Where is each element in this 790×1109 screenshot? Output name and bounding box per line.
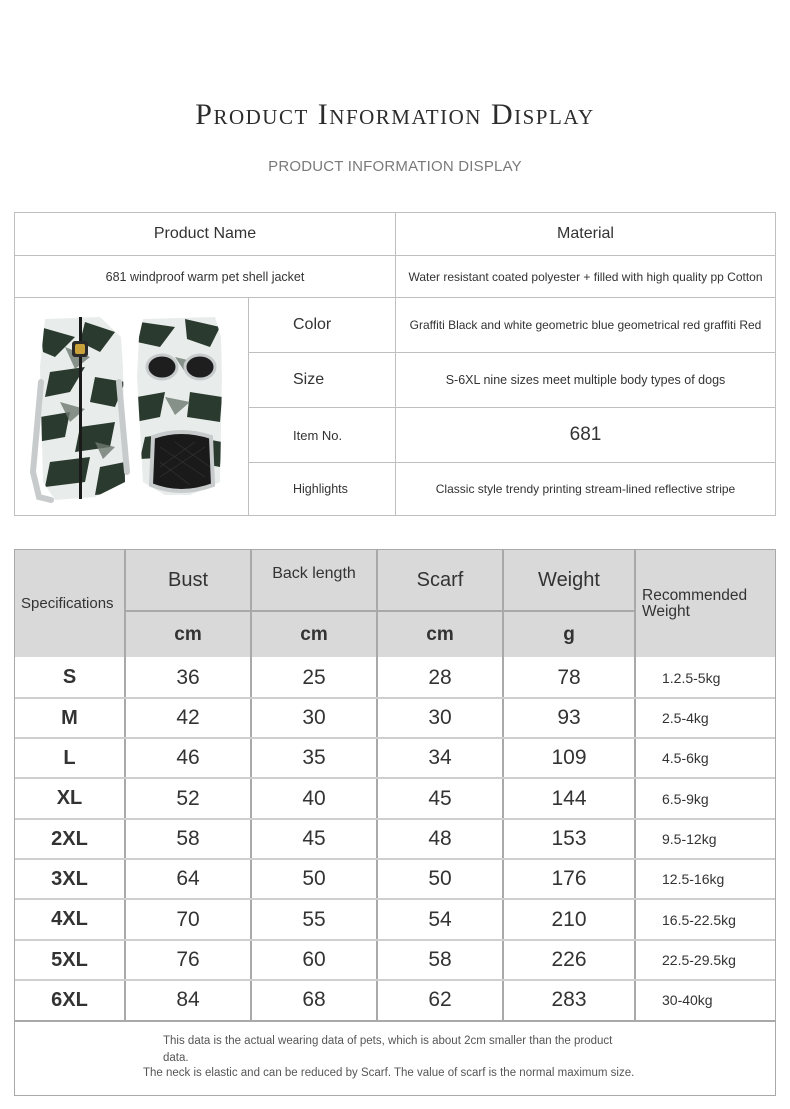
note-wearing-data: This data is the actual wearing data of pets, which is about 2cm smaller than the product data.: [163, 1035, 613, 1064]
spec-cell-rec: 30-40kg: [662, 992, 713, 1008]
weight-unit: g: [563, 623, 575, 645]
spec-cell-size: 3XL: [51, 867, 88, 890]
spec-cell-size: 4XL: [51, 908, 88, 930]
spec-cell-bust: 76: [176, 948, 200, 971]
spec-cell-scarf: 48: [428, 827, 452, 850]
spec-cell-weight: 283: [551, 988, 587, 1011]
spec-cell-scarf: 54: [428, 907, 452, 931]
page-title: Product Information Display: [195, 98, 595, 131]
jacket-back-view-icon: [33, 317, 127, 500]
product-name-value: 681 windproof warm pet shell jacket: [105, 269, 305, 284]
spec-cell-bust: 46: [176, 746, 200, 769]
spec-cell-size: L: [63, 746, 76, 769]
spec-cell-bust: 42: [176, 706, 200, 729]
spec-cell-back: 30: [302, 706, 326, 729]
spec-cell-weight: 78: [557, 665, 581, 689]
spec-cell-bust: 64: [176, 867, 200, 890]
spec-cell-rec: 16.5-22.5kg: [662, 911, 736, 928]
spec-cell-bust: 84: [176, 988, 200, 1011]
size-spec-table: [14, 549, 776, 1096]
color-value: Graffiti Black and white geometric blue geometrical red graffiti Red: [409, 318, 762, 332]
size-value: S-6XL nine sizes meet multiple body types of dogs: [445, 373, 726, 387]
back-length-header: Back length: [272, 565, 356, 582]
spec-cell-size: M: [61, 706, 78, 729]
spec-cell-rec: 4.5-6kg: [662, 750, 709, 766]
spec-cell-scarf: 45: [428, 786, 452, 810]
scarf-unit: cm: [426, 623, 454, 645]
item-no-value: 681: [569, 424, 602, 445]
spec-cell-back: 35: [302, 746, 326, 769]
back-length-unit: cm: [300, 623, 328, 645]
product-info-table: [14, 212, 776, 516]
spec-cell-weight: 144: [551, 786, 587, 810]
spec-cell-rec: 22.5-29.5kg: [662, 952, 736, 968]
spec-cell-weight: 109: [551, 746, 587, 769]
spec-cell-bust: 70: [176, 907, 200, 931]
spec-cell-rec: 2.5-4kg: [662, 710, 709, 726]
spec-cell-scarf: 30: [428, 706, 452, 729]
spec-cell-weight: 176: [551, 867, 587, 890]
spec-cell-rec: 9.5-12kg: [662, 831, 717, 847]
spec-cell-scarf: 34: [428, 746, 452, 769]
spec-cell-weight: 226: [551, 948, 587, 971]
scarf-header: Scarf: [416, 568, 464, 591]
spec-cell-bust: 36: [176, 665, 200, 689]
material-value: Water resistant coated polyester + filled with high quality pp Cotton: [408, 269, 763, 284]
spec-cell-weight: 153: [551, 827, 587, 850]
spec-cell-scarf: 58: [428, 948, 452, 971]
spec-cell-rec: 6.5-9kg: [662, 790, 709, 807]
spec-cell-back: 55: [302, 907, 326, 931]
item-no-label: Item No.: [293, 427, 343, 443]
spec-cell-back: 60: [302, 948, 326, 971]
spec-cell-size: 6XL: [51, 988, 88, 1011]
spec-cell-back: 45: [302, 827, 326, 850]
weight-header: Weight: [538, 568, 600, 591]
spec-cell-bust: 52: [176, 786, 200, 810]
jacket-front-view-icon: [135, 317, 222, 495]
bust-unit: cm: [174, 623, 202, 645]
spec-cell-scarf: 62: [428, 988, 452, 1011]
page-subtitle: PRODUCT INFORMATION DISPLAY: [268, 158, 522, 175]
spec-cell-rec: 12.5-16kg: [662, 871, 725, 887]
spec-cell-bust: 58: [176, 827, 200, 850]
spec-cell-scarf: 50: [428, 867, 452, 890]
spec-cell-size: 2XL: [51, 827, 88, 850]
spec-cell-size: 5XL: [51, 948, 88, 971]
spec-cell-back: 50: [302, 867, 326, 890]
spec-cell-rec: 1.2.5-5kg: [662, 669, 721, 686]
spec-cell-back: 25: [302, 665, 326, 689]
product-image: [15, 297, 248, 516]
highlights-label: Highlights: [293, 482, 348, 496]
bust-header: Bust: [167, 568, 209, 591]
product-name-header: Product Name: [153, 225, 257, 242]
spec-cell-scarf: 28: [428, 665, 452, 689]
spec-cell-size: XL: [56, 787, 83, 809]
spec-cell-size: S: [62, 666, 77, 688]
highlights-value: Classic style trendy printing stream-lined reflective stripe: [435, 482, 736, 496]
recommended-weight-header: Recommended Weight: [642, 586, 748, 620]
material-header: Material: [557, 225, 614, 242]
spec-cell-back: 40: [302, 786, 326, 810]
spec-cell-weight: 93: [557, 706, 581, 729]
spec-cell-back: 68: [302, 988, 326, 1011]
note-scarf-elastic: The neck is elastic and can be reduced by Scarf. The value of scarf is the normal maximum size.: [143, 1067, 635, 1079]
color-label: Color: [293, 316, 332, 333]
size-label: Size: [293, 371, 325, 388]
spec-cell-weight: 210: [551, 907, 587, 931]
specifications-header: Specifications: [21, 595, 114, 612]
